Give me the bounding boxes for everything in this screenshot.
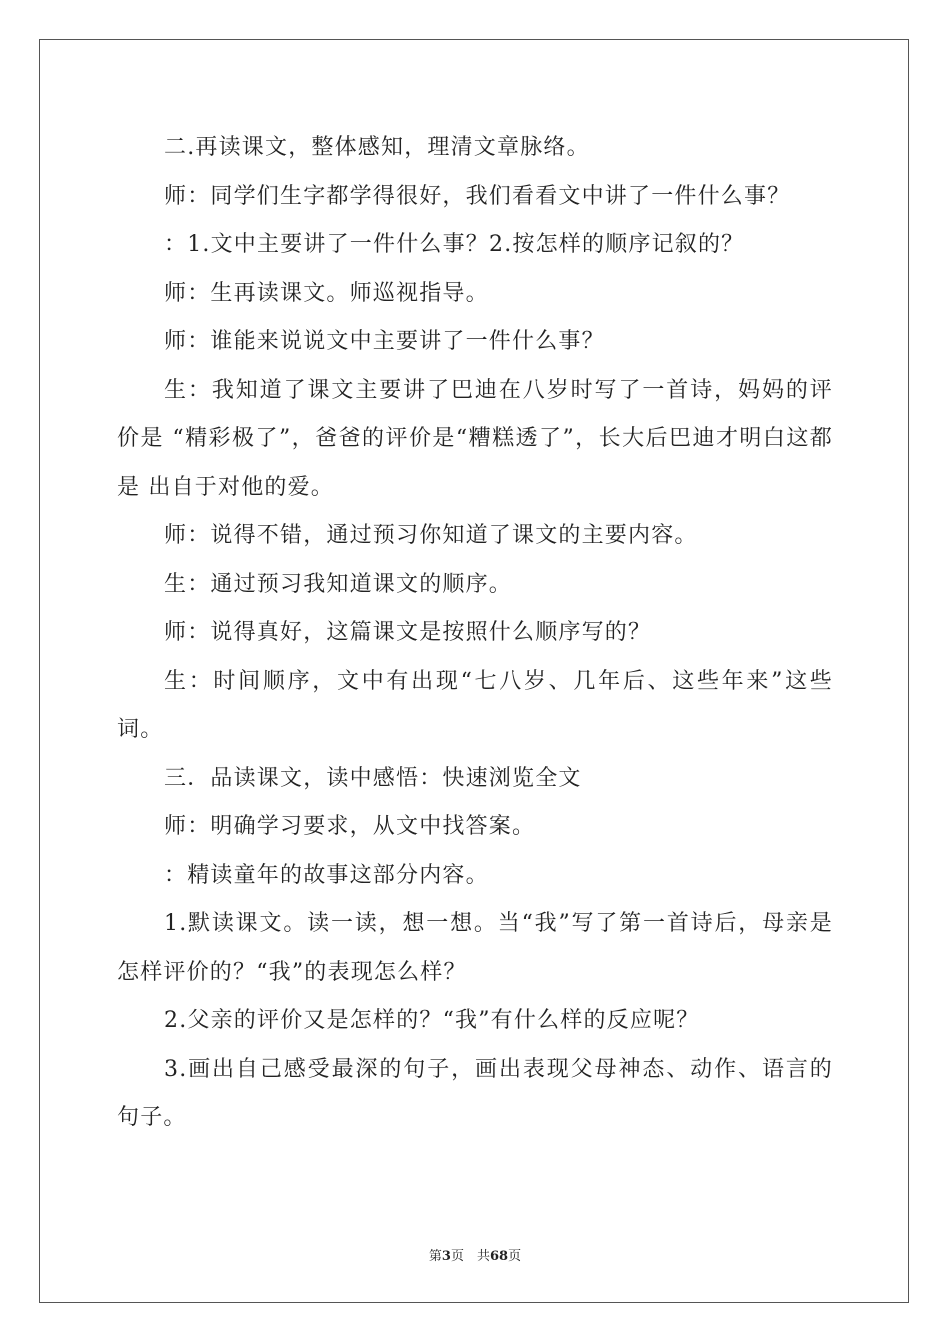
- paragraph: 二.再读课文，整体感知，理清文章脉络。: [164, 135, 590, 160]
- page-footer: [0, 1245, 950, 1264]
- footer-prefix: 第: [428, 1249, 442, 1264]
- paragraph: ：1.文中主要讲了一件什么事？2.按怎样的顺序记叙的？: [164, 232, 745, 257]
- paragraph: 师：同学们生字都学得很好，我们看看文中讲了一件什么事？: [164, 183, 791, 209]
- paragraph: ：精读童年的故事这部分内容。: [164, 862, 489, 888]
- paragraph: 生：时间顺序，文中有出现“七八岁、几年后、这些年来”这些词。: [117, 668, 833, 742]
- paragraph: 三．品读课文，读中感悟：快速浏览全文: [164, 765, 582, 791]
- paragraph: 师：生再读课文。师巡视指导。: [164, 280, 489, 306]
- footer-suffix: 页: [508, 1249, 522, 1264]
- paragraph: 师：说得不错，通过预习你知道了课文的主要内容。: [164, 523, 698, 548]
- document-body: [117, 124, 833, 1143]
- paragraph: 生：通过预习我知道课文的顺序。: [164, 571, 513, 597]
- paragraph: 师：明确学习要求，从文中找答案。: [164, 814, 536, 839]
- paragraph: 1.默读课文。读一读，想一想。当“我”写了第一首诗后，母亲是怎样评价的？“我”的表现怎么样？: [117, 911, 833, 985]
- paragraph: 师：说得真好，这篇课文是按照什么顺序写的？: [164, 620, 652, 645]
- paragraph: 师：谁能来说说文中主要讲了一件什么事？: [164, 329, 605, 354]
- current-page-number: 3: [441, 1249, 451, 1264]
- paragraph: 2.父亲的评价又是怎样的？“我”有什么样的反应呢？: [164, 1008, 700, 1033]
- paragraph: 生：我知道了课文主要讲了巴迪在八岁时写了一首诗，妈妈的评价是 “精彩极了”，爸爸的评价是“糟糕透了”，长大后巴迪才明白这都是 出自于对他的爱。: [117, 377, 833, 500]
- footer-mid: 页 共: [450, 1249, 490, 1264]
- total-page-count: 68: [489, 1249, 509, 1264]
- paragraph: 3.画出自己感受最深的句子，画出表现父母神态、动作、语言的句子。: [117, 1056, 833, 1130]
